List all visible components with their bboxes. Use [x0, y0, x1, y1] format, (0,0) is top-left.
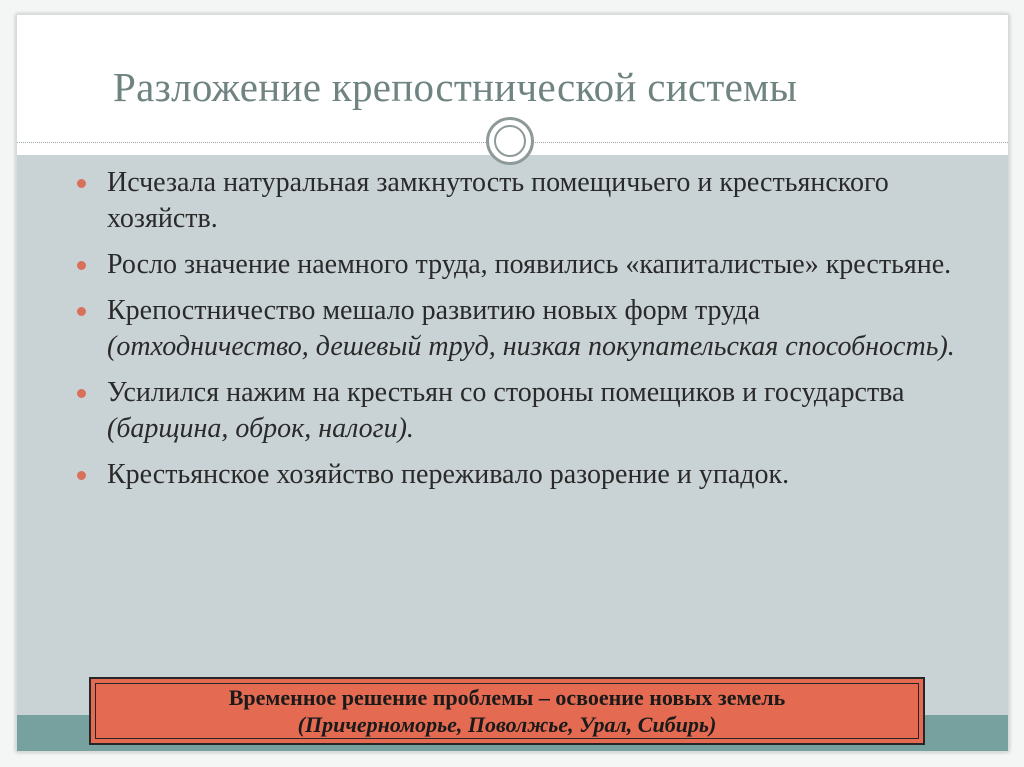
bullet-item [77, 457, 957, 493]
bullet-text: Крестьянское хозяйство переживало разорение и упадок. [107, 459, 790, 490]
note-box [89, 677, 925, 745]
bullet-text: Росло значение наемного труда, появились «капиталистые» крестьяне. [107, 249, 952, 280]
bullet-text: Крепостничество мешало развитию новых форм труда [107, 295, 761, 326]
bullet-dot-icon [77, 261, 86, 270]
note-line-2: (Причерноморье, Поволжье, Урал, Сибирь) [297, 712, 717, 737]
circle-ornament-icon [486, 117, 534, 165]
bullet-item [77, 165, 957, 237]
bullet-italic-text: (отходничество, дешевый труд, низкая покупательская способность). [107, 331, 955, 362]
bullet-dot-icon [77, 307, 86, 316]
bullet-item [77, 375, 957, 447]
bullet-italic-text: (барщина, оброк, налоги). [107, 413, 414, 444]
bullet-dot-icon [77, 389, 86, 398]
slide-frame [16, 14, 1009, 752]
bullet-item [77, 293, 957, 365]
slide-title: Разложение крепостнической системы [113, 64, 798, 110]
note-box-inner-border [95, 683, 919, 739]
note-line-1: Временное решение проблемы – освоение новых земель [228, 685, 786, 710]
bullet-dot-icon [77, 471, 86, 480]
bullet-item [77, 247, 957, 283]
bullet-text: Усилился нажим на крестьян со стороны помещиков и государства [107, 377, 905, 408]
bullet-dot-icon [77, 179, 86, 188]
bullet-list [77, 165, 957, 503]
bullet-text: Исчезала натуральная замкнутость помещичьего и крестьянского хозяйств. [107, 167, 889, 234]
circle-ornament-inner [494, 125, 526, 157]
